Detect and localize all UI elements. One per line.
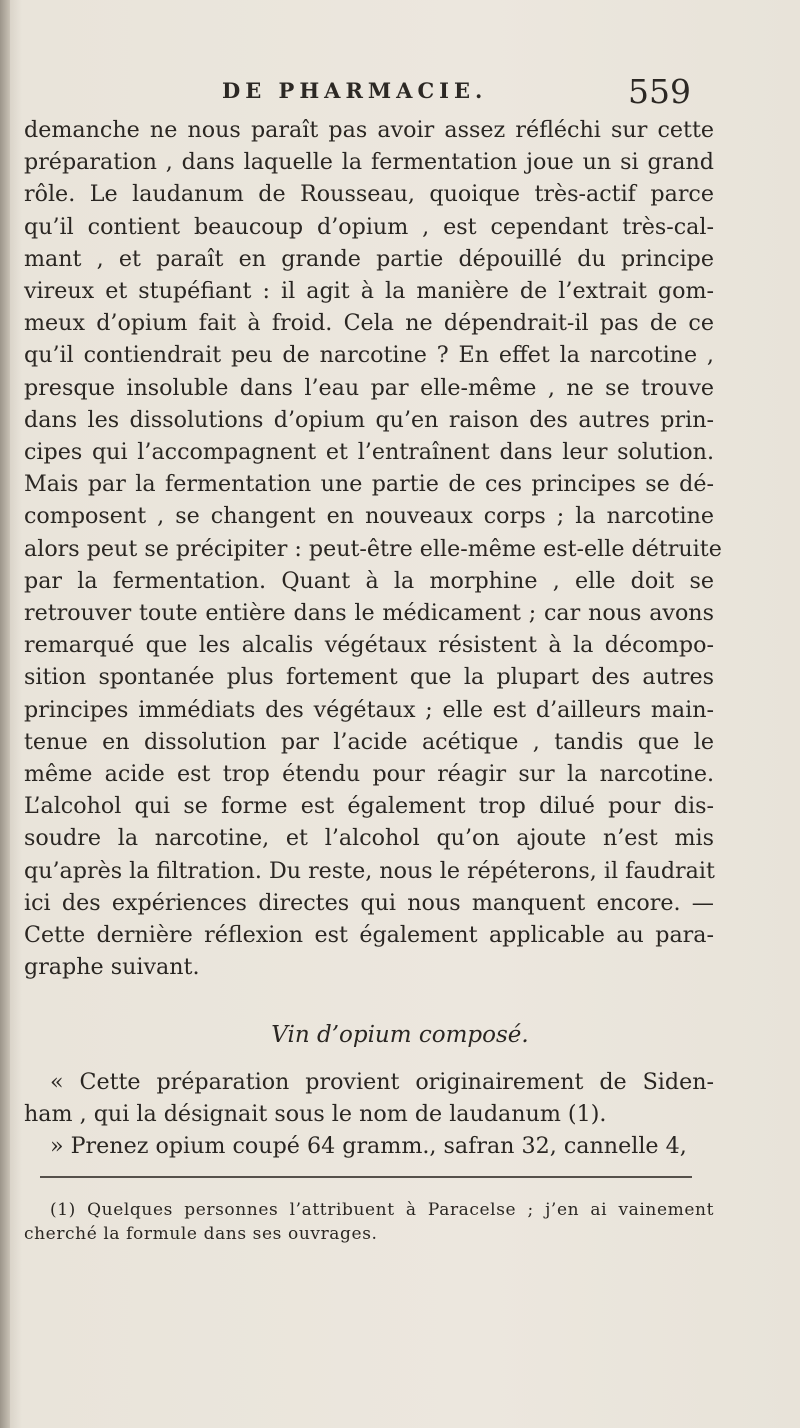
text-line: graphe suivant.	[24, 954, 200, 981]
footnote-rule	[40, 1176, 692, 1178]
footnote	[24, 1198, 714, 1246]
text-line: par la fermentation. Quant à la morphine , elle doit se	[24, 567, 714, 594]
text-line: dans les dissolutions d’opium qu’en raison des autres prin-	[24, 406, 714, 433]
text-line: composent , se changent en nouveaux corps ; la narcotine	[24, 503, 714, 530]
page-header	[0, 72, 800, 112]
text-line: alors peut se précipiter : peut-être elle-même est-elle détruite	[24, 535, 722, 562]
text-line: qu’après la filtration. Du reste, nous le répéterons, il faudrait	[24, 857, 715, 884]
quote-line: » Prenez opium coupé 64 gramm., safran 32, cannelle 4,	[50, 1133, 687, 1160]
page-number: 559	[628, 72, 691, 111]
text-line: rôle. Le laudanum de Rousseau, quoique très-actif parce	[24, 181, 714, 208]
footnote-line: cherché la formule dans ses ouvrages.	[24, 1224, 378, 1244]
text-line: mant , et paraît en grande partie dépouillé du principe	[24, 245, 714, 272]
text-line: L’alcohol qui se forme est également trop dilué pour dis-	[24, 793, 714, 820]
text-line: même acide est trop étendu pour réagir sur la narcotine.	[24, 761, 714, 788]
quote-line: « Cette préparation provient originairement de Siden-	[50, 1069, 714, 1095]
text-line: demanche ne nous paraît pas avoir assez réfléchi sur cette	[24, 117, 714, 143]
text-line: ici des expériences directes qui nous manquent encore. —	[24, 889, 714, 916]
text-line: tenue en dissolution par l’acide acétique , tandis que le	[24, 728, 714, 755]
page-gutter	[0, 0, 10, 1428]
text-line: Mais par la fermentation une partie de ces principes se dé-	[24, 471, 714, 498]
text-line: retrouver toute entière dans le médicament ; car nous avons	[24, 600, 714, 627]
text-line: qu’il contiendrait peu de narcotine ? En effet la narcotine ,	[24, 342, 714, 369]
footnote-line: (1) Quelques personnes l’attribuent à Paracelse ; j’en ai vainement	[50, 1200, 714, 1220]
body-text	[24, 114, 722, 983]
text-line: préparation , dans laquelle la fermentation joue un si grand	[24, 149, 714, 176]
text-line: Cette dernière réflexion est également applicable au para-	[24, 922, 714, 949]
quote-line: ham , qui la désignait sous le nom de laudanum (1).	[24, 1101, 607, 1128]
text-line: vireux et stupéfiant : il agit à la manière de l’extrait gom-	[24, 278, 714, 305]
running-title: DE PHARMACIE.	[222, 78, 488, 103]
text-line: sition spontanée plus fortement que la plupart des autres	[24, 664, 714, 691]
text-line: meux d’opium fait à froid. Cela ne dépendrait-il pas de ce	[24, 310, 714, 337]
text-line: qu’il contient beaucoup d’opium , est cependant très-cal-	[24, 213, 714, 240]
text-line: presque insoluble dans l’eau par elle-même , ne se trouve	[24, 374, 714, 401]
section-title: Vin d’opium composé.	[271, 1022, 529, 1048]
text-line: cipes qui l’accompagnent et l’entraînent dans leur solution.	[24, 439, 714, 466]
text-line: remarqué que les alcalis végétaux résistent à la décompo-	[24, 632, 714, 659]
text-line: principes immédiats des végétaux ; elle est d’ailleurs main-	[24, 696, 714, 723]
text-line: soudre la narcotine, et l’alcohol qu’on ajoute n’est mis	[24, 825, 714, 852]
recipe-quote	[24, 1066, 714, 1163]
